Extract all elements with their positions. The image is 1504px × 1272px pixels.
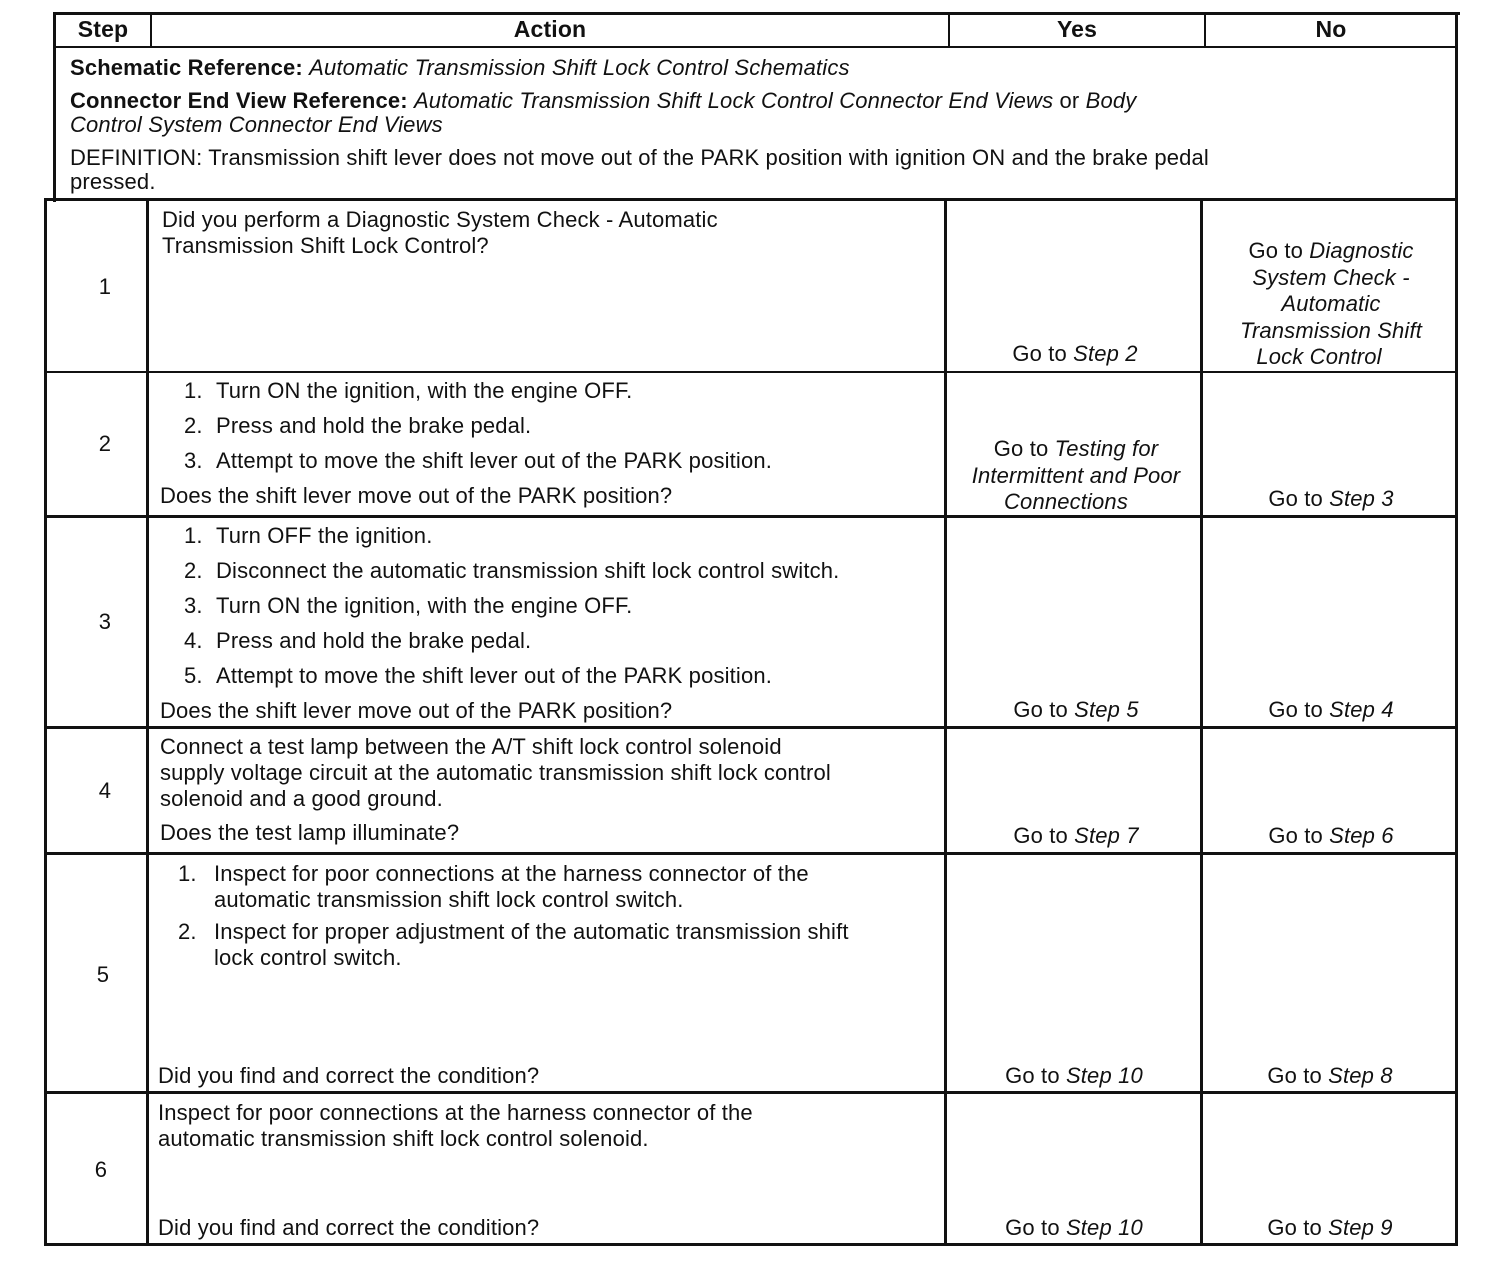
no-row-3-link[interactable]: Step 4: [1329, 697, 1394, 722]
yes-row-2-link-part2[interactable]: Intermittent and Poor: [971, 462, 1181, 488]
yes-row-3-prefix: Go to: [1013, 697, 1068, 722]
action-row-6-question: Did you find and correct the condition?: [158, 1215, 540, 1240]
action-row-4-question: Does the test lamp illuminate?: [160, 820, 460, 845]
no-row-1-line-1: [1205, 238, 1457, 265]
yes-row-2-prefix: Go to: [993, 436, 1049, 461]
intro-divider: [44, 198, 1458, 201]
no-row-1: [1205, 238, 1457, 371]
no-row-4: [1205, 823, 1457, 849]
list-item-number: 2.: [178, 919, 197, 944]
list-item: [160, 378, 940, 413]
connector-reference-link-2-part1[interactable]: Body: [1085, 88, 1137, 113]
row-divider-3: [44, 726, 1458, 729]
list-item: [160, 628, 940, 663]
action-row-4: [160, 734, 940, 846]
action-row-6: [158, 1100, 940, 1152]
list-item-text: Attempt to move the shift lever out of the PARK position.: [216, 448, 772, 473]
connector-reference-line-1: [70, 89, 1440, 113]
step-number-6: 6: [94, 1157, 108, 1182]
schematic-reference-label: Schematic Reference:: [70, 55, 303, 80]
list-item: [160, 413, 940, 448]
yes-row-5: [946, 1063, 1202, 1089]
list-item: [158, 861, 940, 913]
action-row-4-line-1: Connect a test lamp between the A/T shift lock control solenoid: [160, 734, 782, 759]
action-row-5-list: [158, 861, 940, 971]
action-row-1-line-1: Did you perform a Diagnostic System Check - Automatic: [162, 207, 718, 232]
yes-row-2-link-part3[interactable]: Connections: [1004, 489, 1128, 514]
yes-row-6-link[interactable]: Step 10: [1065, 1215, 1143, 1240]
list-item-text: Disconnect the automatic transmission shift lock control switch.: [216, 558, 840, 583]
list-item-number: 3.: [184, 448, 203, 473]
yes-row-5-link[interactable]: Step 10: [1065, 1063, 1143, 1088]
no-row-6-prefix: Go to: [1267, 1215, 1322, 1240]
step-number-1: 1: [98, 274, 112, 299]
no-row-4-prefix: Go to: [1268, 823, 1323, 848]
action-row-4-line-2: supply voltage circuit at the automatic transmission shift lock control: [160, 760, 831, 785]
row-divider-5: [44, 1091, 1458, 1094]
header-yes: Yes: [1056, 16, 1098, 42]
list-item-number: 1.: [184, 523, 203, 548]
yes-row-1: [949, 341, 1201, 367]
no-row-5: [1203, 1063, 1457, 1089]
schematic-reference-link[interactable]: Automatic Transmission Shift Lock Control Schematics: [309, 55, 850, 80]
header-no: No: [1315, 16, 1347, 42]
no-row-1-prefix: Go to: [1248, 238, 1304, 263]
list-item-number: 5.: [184, 663, 203, 688]
list-item: [160, 558, 940, 593]
no-row-3: [1205, 697, 1457, 723]
connector-reference-link-1[interactable]: Automatic Transmission Shift Lock Control Connector End Views: [413, 88, 1054, 113]
step-number-3: 3: [98, 609, 112, 634]
definition-line-2: pressed.: [70, 169, 156, 194]
action-row-4-line-3: solenoid and a good ground.: [160, 786, 443, 811]
list-item-text: Press and hold the brake pedal.: [216, 628, 532, 653]
step-number-4: 4: [98, 778, 112, 803]
row-divider-2: [44, 515, 1458, 518]
header-divider: [53, 46, 1458, 48]
step-number-5: 5: [96, 962, 110, 987]
action-row-6-line-2: automatic transmission shift lock control solenoid.: [158, 1126, 649, 1151]
yes-row-5-prefix: Go to: [1005, 1063, 1060, 1088]
action-row-2-question: Does the shift lever move out of the PARK position?: [160, 483, 673, 508]
list-item: [160, 593, 940, 628]
no-row-2-prefix: Go to: [1268, 486, 1323, 511]
table-border-left-lower: [44, 200, 47, 1246]
no-row-6-link[interactable]: Step 9: [1328, 1215, 1393, 1240]
row-divider-1: [44, 371, 1458, 373]
yes-row-2: [949, 436, 1203, 516]
list-item-number: 2.: [184, 558, 203, 583]
list-item: [160, 523, 940, 558]
action-row-3: [160, 523, 940, 724]
yes-row-6: [946, 1215, 1202, 1241]
list-item: [160, 663, 940, 698]
yes-row-2-line-1: [949, 436, 1203, 463]
list-item-text-line-1: Inspect for proper adjustment of the automatic transmission shift: [214, 919, 849, 944]
action-row-1: [162, 207, 932, 259]
no-row-2-link[interactable]: Step 3: [1329, 486, 1394, 511]
table-border-bottom: [44, 1243, 1458, 1246]
header-action: Action: [513, 16, 587, 42]
connector-reference-link-2-part2[interactable]: Control System Connector End Views: [70, 112, 443, 137]
list-item-text: Turn OFF the ignition.: [216, 523, 433, 548]
action-row-5-question: Did you find and correct the condition?: [158, 1063, 540, 1088]
list-item-text: Attempt to move the shift lever out of the PARK position.: [216, 663, 772, 688]
yes-row-2-link-part1[interactable]: Testing for: [1054, 436, 1159, 461]
list-item-text: Press and hold the brake pedal.: [216, 413, 532, 438]
connector-reference: [70, 89, 1440, 137]
definition-line-1: DEFINITION: Transmission shift lever does not move out of the PARK position with ignition ON and the brake pedal: [70, 145, 1209, 170]
header-step: Step: [77, 16, 129, 42]
action-row-1-line-2: Transmission Shift Lock Control?: [162, 233, 489, 258]
list-item: [160, 448, 940, 483]
body-col-divider-1: [146, 200, 149, 1246]
action-row-3-question: Does the shift lever move out of the PARK position?: [160, 698, 673, 723]
row-divider-4: [44, 852, 1458, 855]
action-row-5: [158, 861, 940, 977]
list-item-text: Turn ON the ignition, with the engine OFF.: [216, 593, 633, 618]
no-row-1-link-part1[interactable]: Diagnostic: [1309, 238, 1414, 263]
action-row-2: [160, 378, 940, 509]
list-item-number: 2.: [184, 413, 203, 438]
no-row-5-link[interactable]: Step 8: [1328, 1063, 1393, 1088]
list-item-text-line-2: lock control switch.: [214, 945, 402, 970]
list-item-number: 4.: [184, 628, 203, 653]
list-item-text-line-1: Inspect for poor connections at the harness connector of the: [214, 861, 809, 886]
body-col-divider-2: [944, 200, 947, 1246]
step-number-2: 2: [98, 431, 112, 456]
yes-row-4-link[interactable]: Step 7: [1074, 823, 1139, 848]
action-row-6-line-1: Inspect for poor connections at the harness connector of the: [158, 1100, 753, 1125]
no-row-1-link-part4[interactable]: Transmission Shift: [1239, 317, 1422, 343]
yes-row-6-prefix: Go to: [1005, 1215, 1060, 1240]
no-row-2: [1205, 486, 1457, 512]
yes-row-1-link[interactable]: Step 2: [1073, 341, 1138, 366]
yes-row-4-prefix: Go to: [1013, 823, 1068, 848]
no-row-1-link-part2[interactable]: System Check -: [1252, 264, 1410, 290]
action-row-2-list: [160, 378, 940, 483]
no-row-1-link-part5[interactable]: Lock Control: [1256, 344, 1382, 369]
list-item-text-line-2: automatic transmission shift lock control switch.: [214, 887, 684, 912]
connector-reference-label: Connector End View Reference:: [70, 88, 408, 113]
yes-row-3: [949, 697, 1203, 723]
list-item-text: Turn ON the ignition, with the engine OFF.: [216, 378, 633, 403]
no-row-4-link[interactable]: Step 6: [1329, 823, 1394, 848]
no-row-3-prefix: Go to: [1268, 697, 1323, 722]
yes-row-3-link[interactable]: Step 5: [1074, 697, 1139, 722]
yes-row-4: [949, 823, 1203, 849]
no-row-6: [1203, 1215, 1457, 1241]
action-row-3-list: [160, 523, 940, 698]
list-item-number: 3.: [184, 593, 203, 618]
no-row-5-prefix: Go to: [1267, 1063, 1322, 1088]
connector-reference-or: or: [1059, 88, 1080, 113]
yes-row-1-prefix: Go to: [1012, 341, 1067, 366]
list-item: [158, 919, 940, 971]
list-item-number: 1.: [184, 378, 203, 403]
definition: [70, 146, 1440, 194]
schematic-reference: [70, 55, 1440, 81]
no-row-1-link-part3[interactable]: Automatic: [1281, 291, 1381, 316]
list-item-number: 1.: [178, 861, 197, 886]
